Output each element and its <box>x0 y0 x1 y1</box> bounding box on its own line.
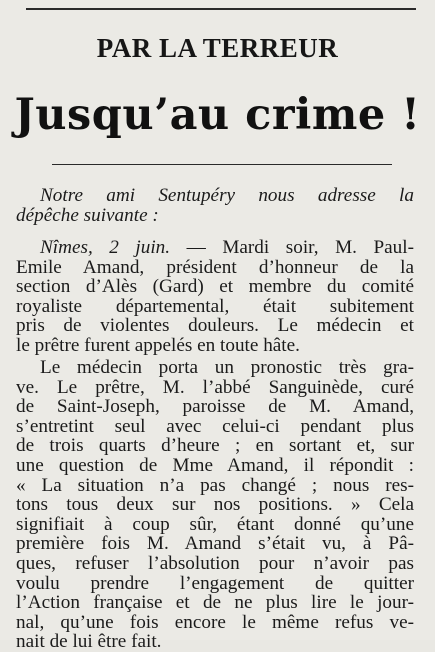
paragraph-line: Le médecin porta un pronostic très gra- <box>40 357 414 378</box>
paragraph-line: signifiait à coup sûr, étant donné qu’une <box>16 513 414 535</box>
article-kicker: PAR LA TERREUR <box>96 33 339 63</box>
article-intro <box>16 186 414 225</box>
paragraph-line: royaliste départemental, était subitement <box>16 295 414 317</box>
paragraph-line: « La situation n’a pas changé ; nous res- <box>16 474 414 496</box>
headline-rule <box>52 164 392 165</box>
paragraph-line: nal, qu’une fois encore le même refus ve- <box>16 611 414 633</box>
dateline: Nîmes, 2 juin. <box>40 237 171 258</box>
paragraph-line: une question de Mme Amand, il répondit : <box>16 454 414 476</box>
paragraph-line: de trois quarts d’heure ; en sortant et, sur <box>16 435 414 457</box>
paragraph-line: nait de lui être fait. <box>16 631 162 652</box>
paragraph-line: s’entretint seul avec celui-ci pendant plus <box>16 415 414 437</box>
paragraph-line: pris de violentes douleurs. Le médecin et <box>16 315 414 337</box>
paragraph-line: première fois M. Amand s’était vu, à Pâ- <box>16 533 414 555</box>
paragraph-line: l’Action française et de ne plus lire le jour- <box>16 592 414 614</box>
paragraph-line: Emile Amand, président d’honneur de la <box>16 256 414 278</box>
paragraph-line: ques, refuser l’absolution pour n’avoir pas <box>16 552 414 574</box>
paragraph-line: section d’Alès (Gard) et membre du comité <box>16 276 414 298</box>
paragraph-line: voulu prendre l’engagement de quitter <box>16 572 414 594</box>
article-paragraph-2 <box>16 358 414 652</box>
dateline-continuation: — Mardi soir, M. Paul- <box>170 237 414 258</box>
article-headline: Jusqu’au crime ! <box>14 90 421 140</box>
intro-line: dépêche suivante : <box>16 204 159 226</box>
paragraph-line <box>16 238 414 258</box>
top-rule <box>26 8 416 10</box>
paragraph-line: le prêtre furent appelés en toute hâte. <box>16 334 300 356</box>
paragraph-line: ve. Le prêtre, M. l’abbé Sanguinède, curé <box>16 376 414 398</box>
paragraph-line: de Saint-Joseph, paroisse de M. Amand, <box>16 396 414 418</box>
article-paragraph-1 <box>16 238 414 356</box>
paragraph-line: tons tous deux sur nos positions. » Cela <box>16 494 414 516</box>
intro-line: Notre ami Sentupéry nous adresse la <box>40 185 414 206</box>
